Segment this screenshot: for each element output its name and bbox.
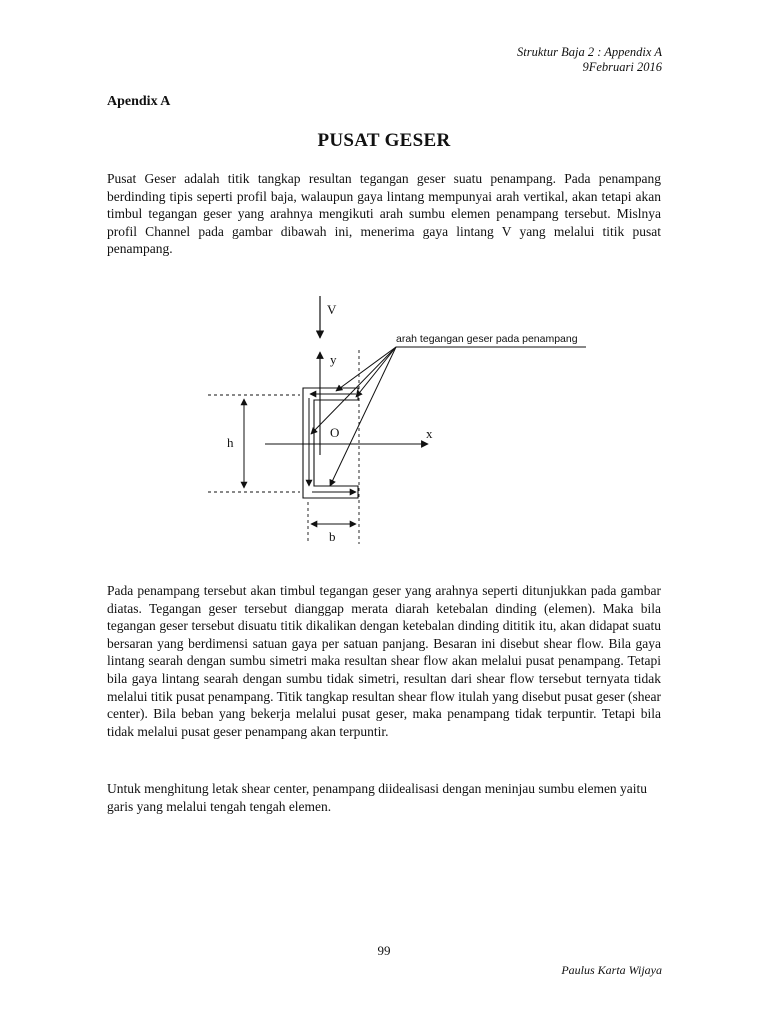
author-name: Paulus Karta Wijaya	[561, 963, 662, 977]
header-course-title: Struktur Baja 2 : Appendix A	[516, 45, 662, 59]
label-x: x	[426, 426, 433, 441]
annotation-text: arah tegangan geser pada penampang	[396, 333, 578, 345]
section-label: Apendix A	[107, 94, 171, 109]
channel-section-figure	[200, 290, 600, 550]
label-v: V	[327, 302, 337, 317]
leader-arrow-4	[330, 347, 396, 486]
leader-arrow-3	[311, 347, 396, 434]
page-number: 99	[377, 943, 391, 958]
channel-outline	[303, 388, 358, 498]
label-origin: O	[330, 425, 340, 440]
intro-paragraph: Pusat Geser adalah titik tangkap resultan tegangan geser suatu penampang. Pada penampang berdinding tipis seperti profil baja, walaupun gaya lintang mempunyai arah vertikal, akan tetapi akan timbul tegangan geser yang arahnya mengikuti arah sumbu elemen penampang tersebut. Mislnya profil Channel pada gambar dibawah ini, menerima gaya lintang V yang melalui titik pusat penampang.	[107, 171, 661, 257]
label-y: y	[330, 352, 337, 367]
label-h: h	[227, 435, 234, 450]
shear-center-paragraph: Untuk menghitung letak shear center, penampang diidealisasi dengan meninjau sumbu elemen yaitu garis yang melalui tengah tengah elemen.	[107, 781, 648, 814]
header-date: 9Februari 2016	[582, 60, 662, 74]
channel-diagram	[200, 290, 600, 550]
running-header	[517, 45, 662, 75]
shear-flow-paragraph: Pada penampang tersebut akan timbul tegangan geser yang arahnya seperti ditunjukkan pada gambar diatas. Tegangan geser tersebut dianggap merata diarah ketebalan dinding (elemen). Maka bila tegangan geser tersebut disuatu titik dikalikan dengan ketebalan dinding dititik itu, akan didapat suatu bersaran yang berdimensi satuan gaya per satuan panjang. Besaran ini disebut shear flow. Bila gaya lintang searah dengan sumbu simetri maka resultan shear flow akan melalui pusat penampang. Tetapi bila gaya lintang searah dengan sumbu tidak simetri, resultan dari shear flow tersebut ternyata tidak melalui titik pusat penampang. Titik tangkap resultan shear flow itulah yang disebut pusat geser (shear center). Bila beban yang bekerja melalui pusat geser, maka penampang tidak terpuntir. Tetapi bila tidak melalui pusat geser penampang akan terpuntir.	[107, 583, 661, 739]
page-title: PUSAT GESER	[317, 130, 451, 151]
label-b: b	[329, 529, 336, 544]
